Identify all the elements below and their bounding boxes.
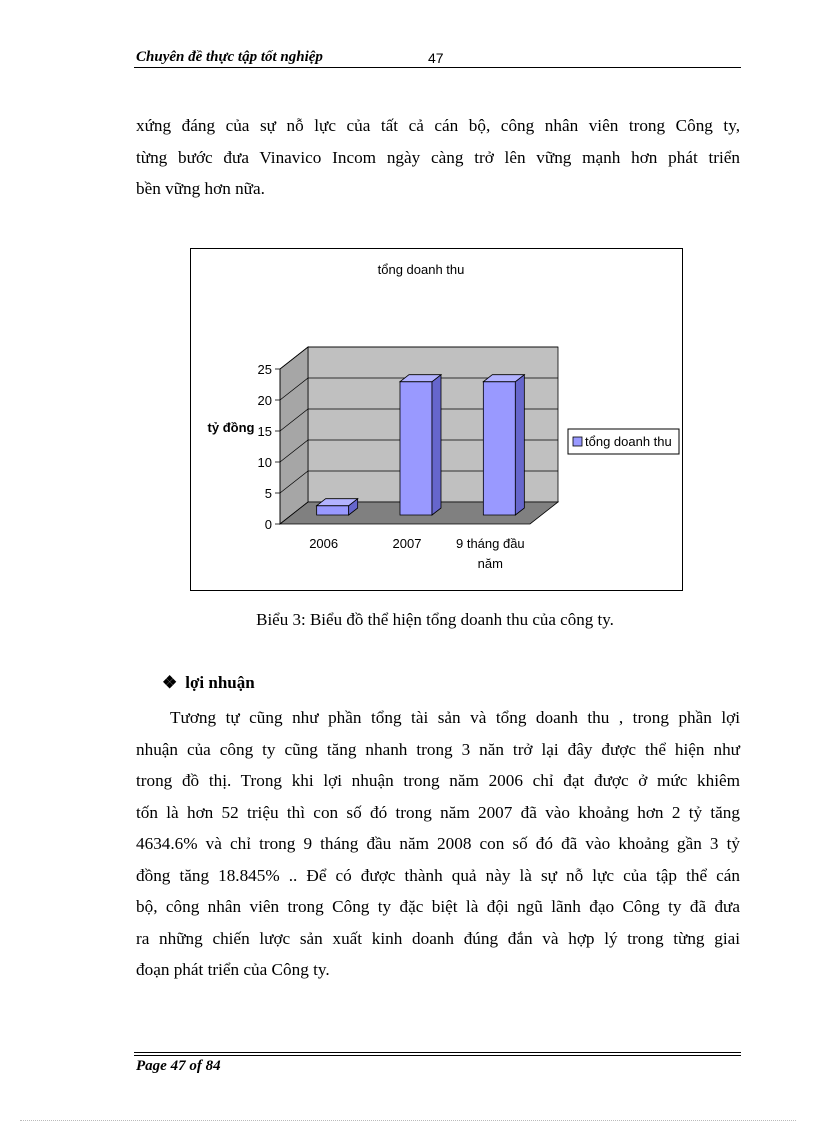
legend-swatch <box>573 437 582 446</box>
revenue-chart <box>191 249 684 592</box>
diamond-bullet-icon: ❖ <box>162 673 178 692</box>
paragraph-intro <box>136 110 740 205</box>
chart-bar-front <box>317 506 349 515</box>
footer-page-info: Page 47 of 84 <box>136 1058 221 1074</box>
chart-caption <box>0 610 816 630</box>
footer-divider-thin <box>134 1055 741 1056</box>
chart-x-tick-label: năm <box>477 556 503 571</box>
chart-frame <box>190 248 683 591</box>
chart-bar <box>400 375 441 515</box>
paragraph-line: trong đồ thị. Trong khi lợi nhuận trong năm 2006 chỉ đạt được ở mức khiêm <box>136 771 740 790</box>
chart-x-tick-label: 9 tháng đầu <box>455 536 525 551</box>
paragraph-line: xứng đáng của sự nỗ lực của tất cả cán bộ, công nhân viên trong Công ty, <box>136 116 740 135</box>
chart-y-tick-label: 5 <box>264 486 272 501</box>
paragraph-line: nhuận của công ty cũng tăng nhanh trong 3 năn trở lại đây được thể hiện như <box>136 739 740 759</box>
paragraph-line: Tương tự cũng như phần tổng tài sản và tổng doanh thu , trong phần lợi <box>170 708 740 727</box>
chart-bar-side <box>515 375 524 515</box>
chart-x-tick-label: 2006 <box>309 536 339 551</box>
paragraph-line: bền vững hơn nữa. <box>136 179 265 198</box>
chart-y-tick-label: 10 <box>257 455 272 470</box>
paragraph-line: tốn là hơn 52 triệu thì con số đó trong năm 2007 đã vào khoảng hơn 2 tỷ tăng <box>136 802 740 822</box>
chart-bar-front <box>400 382 432 515</box>
header-title: Chuyên đề thực tập tốt nghiệp <box>136 49 323 65</box>
paragraph-line: bộ, công nhân viên trong Công ty đặc biệt là đội ngũ lãnh đạo Công ty đã đưa <box>136 897 740 916</box>
chart-bar <box>317 499 358 515</box>
paragraph-line: đồng tăng 18.845% .. Để có được thành quả này là sự nỗ lực của tập thể cán <box>136 865 740 885</box>
chart-legend <box>568 429 679 454</box>
chart-y-tick-label: 20 <box>257 393 272 408</box>
paragraph-line: đoạn phát triển của Công ty. <box>136 960 330 979</box>
header-page-number: 47 <box>428 50 444 66</box>
legend-label: tổng doanh thu <box>585 434 672 449</box>
chart-side-wall <box>280 347 308 524</box>
paragraph-profit <box>136 702 740 986</box>
header-divider <box>134 67 741 68</box>
chart-y-tick-label: 15 <box>257 424 272 439</box>
chart-title: tổng doanh thu <box>377 262 465 277</box>
chart-caption-text: Biểu 3: Biểu đồ thể hiện tổng doanh thu của công ty. <box>256 610 614 629</box>
chart-bar-front <box>483 382 515 515</box>
chart-x-tick-label: 2007 <box>392 536 422 551</box>
page-edge-dots <box>20 1120 796 1121</box>
paragraph-line: ra những chiến lược sản xuất kinh doanh đúng đắn và hợp lý trong từng giai <box>136 928 740 948</box>
chart-bar-side <box>432 375 441 515</box>
chart-y-axis-label: tỷ đồng <box>207 420 255 435</box>
footer-divider <box>134 1052 741 1053</box>
section-heading <box>162 673 255 693</box>
chart-bar <box>483 375 524 515</box>
paragraph-line: từng bước đưa Vinavico Incom ngày càng trở lên vững mạnh hơn phát triển <box>136 147 740 167</box>
chart-y-tick-label: 25 <box>257 362 272 377</box>
paragraph-line: 4634.6% và chỉ trong 9 tháng đầu năm 2008 con số đó đã vào khoảng gần 3 tỷ <box>136 834 740 853</box>
section-heading-text: lợi nhuận <box>185 673 255 692</box>
chart-y-tick-label: 0 <box>264 517 272 532</box>
